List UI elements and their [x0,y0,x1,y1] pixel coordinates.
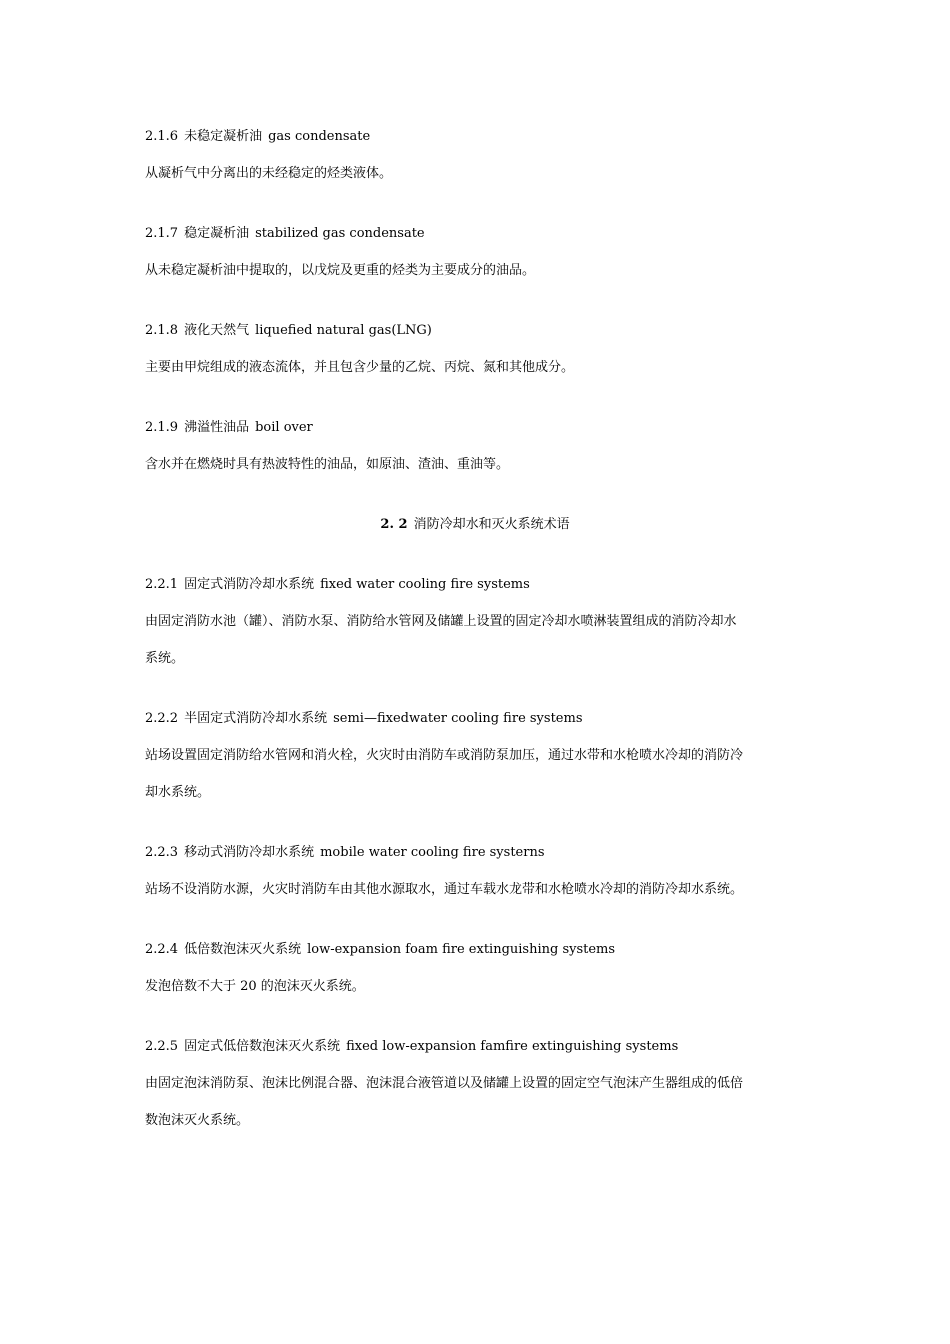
term-number: 2.1.8 [145,323,179,338]
term-description: 站场不设消防水源，火灾时消防车由其他水源取水，通过车载水龙带和水枪喷水冷却的消防冷却水系统。 [145,882,744,897]
term-description: 却水系统。 [145,785,211,800]
term-number: 2.1.9 [145,420,179,435]
term-description: 由固定消防水池（罐）、消防水泵、消防给水管网及储罐上设置的固定冷却水喷淋装置组成的消防冷却水 [145,614,737,629]
term-heading-2-1-9 [145,420,313,436]
term-heading-2-2-2 [145,711,583,727]
term-english: stabilized gas condensate [255,226,425,241]
term-heading-2-2-3 [145,845,545,861]
term-description: 系统。 [145,651,185,666]
term-number: 2.2.3 [145,845,179,860]
term-chinese: 稳定凝析油 [184,226,250,241]
term-heading-2-1-7 [145,226,425,242]
term-chinese: 沸溢性油品 [184,420,250,435]
term-number: 2.2.1 [145,577,179,592]
term-description: 发泡倍数不大于 20 的泡沫灭火系统。 [145,979,365,994]
section-title [0,517,950,533]
term-heading-2-2-5 [145,1039,678,1055]
section-number: 2. 2 [380,517,408,532]
term-chinese: 固定式低倍数泡沫灭火系统 [184,1039,341,1054]
term-heading-2-1-6 [145,129,370,145]
term-chinese: 低倍数泡沫灭火系统 [184,942,302,957]
term-chinese: 固定式消防冷却水系统 [184,577,315,592]
term-number: 2.2.2 [145,711,179,726]
term-english: boil over [255,420,313,435]
term-description: 从凝析气中分离出的未经稳定的烃类液体。 [145,166,393,181]
term-chinese: 液化天然气 [184,323,250,338]
term-english: fixed water cooling fire systems [320,577,530,592]
term-heading-2-2-4 [145,942,615,958]
term-english: fixed low-expansion famfire extinguishing systems [346,1039,679,1054]
term-heading-2-1-8 [145,323,432,339]
term-english: liquefied natural gas(LNG) [255,323,432,338]
term-number: 2.2.4 [145,942,179,957]
term-description: 从未稳定凝析油中提取的，以戊烷及更重的烃类为主要成分的油品。 [145,263,536,278]
term-chinese: 未稳定凝析油 [184,129,263,144]
term-description: 数泡沫灭火系统。 [145,1113,250,1128]
term-english: semi—fixedwater cooling fire systems [333,711,583,726]
term-english: gas condensate [268,129,371,144]
term-chinese: 移动式消防冷却水系统 [184,845,315,860]
term-english: low-expansion foam fire extinguishing systems [307,942,616,957]
term-english: mobile water cooling fire systerns [320,845,545,860]
term-description: 由固定泡沫消防泵、泡沫比例混合器、泡沫混合液管道以及储罐上设置的固定空气泡沫产生器组成的低倍 [145,1076,744,1091]
term-number: 2.2.5 [145,1039,179,1054]
term-description: 含水并在燃烧时具有热波特性的油品，如原油、渣油、重油等。 [145,457,510,472]
term-description: 主要由甲烷组成的液态流体，并且包含少量的乙烷、丙烷、氮和其他成分。 [145,360,575,375]
term-description: 站场设置固定消防给水管网和消火栓，火灾时由消防车或消防泵加压，通过水带和水枪喷水冷却的消防冷 [145,748,744,763]
term-number: 2.1.7 [145,226,179,241]
term-chinese: 半固定式消防冷却水系统 [184,711,328,726]
term-number: 2.1.6 [145,129,179,144]
term-heading-2-2-1 [145,577,530,593]
section-title-text: 消防冷却水和灭火系统术语 [413,517,570,532]
